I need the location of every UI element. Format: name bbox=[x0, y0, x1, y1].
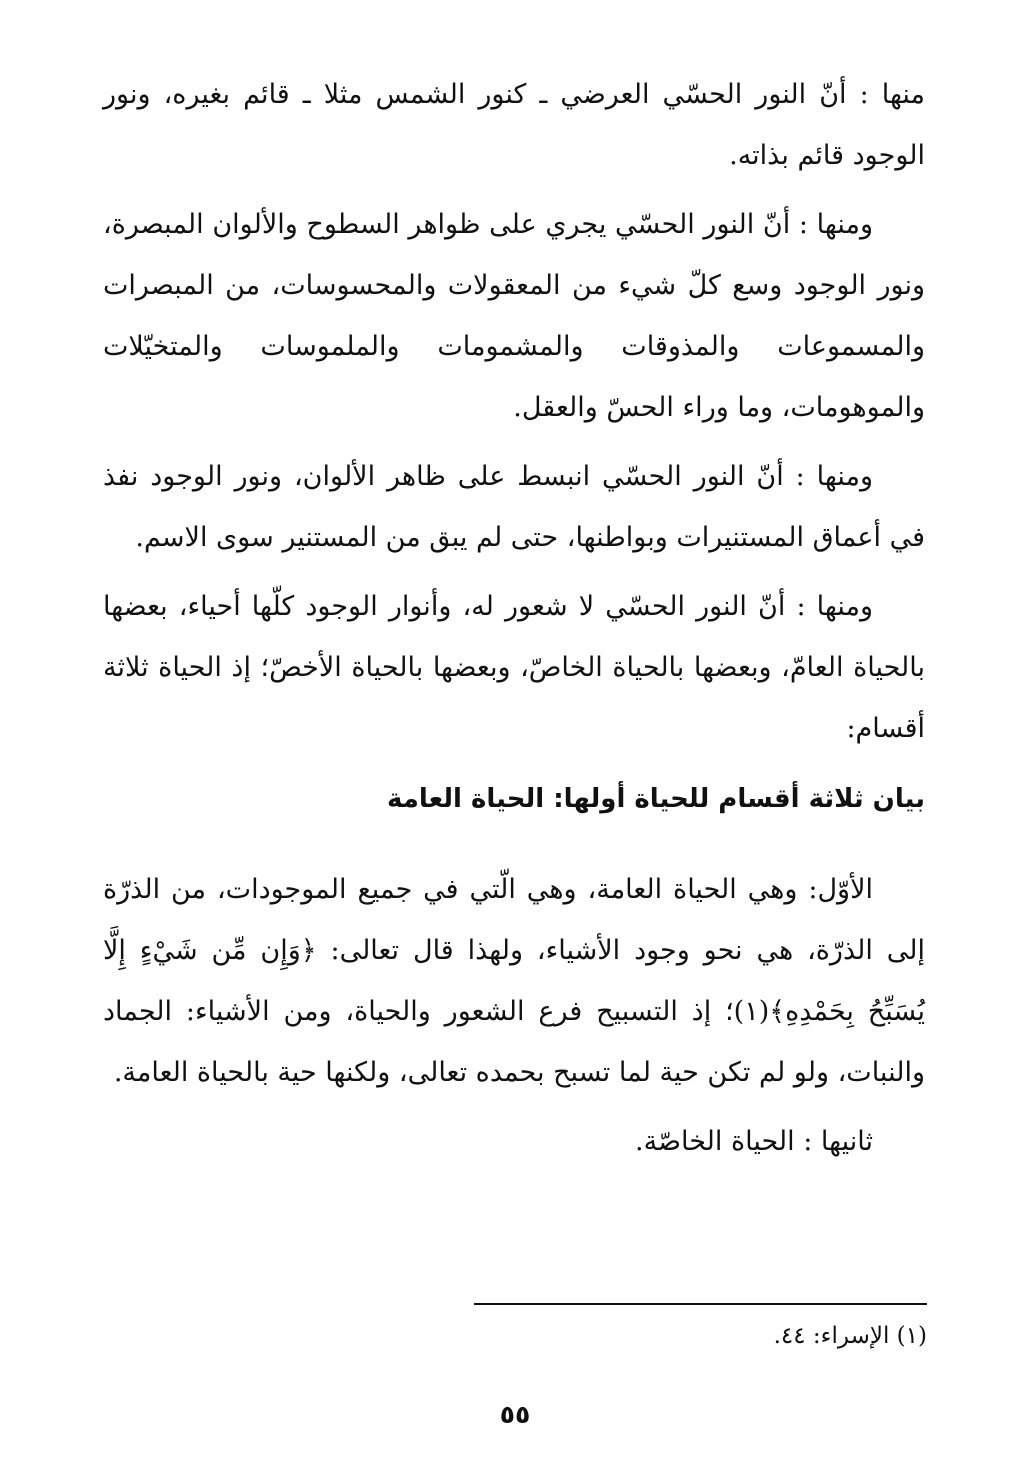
page-body bbox=[103, 64, 925, 1180]
paragraph-3: ومنها : أنّ النور الحسّي انبسط على ظاهر الألوان، ونور الوجود نفذ في أعماق المستنيرات وبواطنها، حتى لم يبق من المستنير سوى الاسم. bbox=[103, 461, 925, 553]
paragraph-4: ومنها : أنّ النور الحسّي لا شعور له، وأنوار الوجود كلّها أحياء، بعضها بالحياة العامّ، وبعضها بالحياة الخاصّ، وبعضها بالحياة الأخصّ؛ إذ الحياة ثلاثة أقسام: bbox=[103, 591, 925, 744]
paragraph-6: ثانيها : الحياة الخاصّة. bbox=[635, 1126, 873, 1157]
paragraph-1: منها : أنّ النور الحسّي العرضي ـ كنور الشمس مثلا ـ قائم بغيره، ونور الوجود قائم بذاته. bbox=[103, 79, 925, 171]
paragraph-2: ومنها : أنّ النور الحسّي يجري على ظواهر السطوح والألوان المبصرة، ونور الوجود وسع كلّ شيء من المعقولات والمحسوسات، من المبصرات والمسموعات والمذوقات والمشمومات والملموسات والمتخيّلات والموهومات، وما وراء الحسّ والعقل. bbox=[103, 209, 925, 423]
footnote: (١) الإسراء: ٤٤. bbox=[773, 1323, 927, 1349]
page-number: ٥٥ bbox=[499, 1400, 531, 1429]
paragraph-5: الأوّل: وهي الحياة العامة، وهي الّتي في جميع الموجودات، من الذرّة إلى الذرّة، هي نحو وجود الأشياء، ولهذا قال تعالى: ﴿وَإِن مِّن شَيْءٍ إِلَّا يُسَبِّحُ بِحَمْدِهِ﴾(١)؛ إذ التسبيح فرع الشعور والحياة، ومن الأشياء: الجماد والنبات، ولو لم تكن حية لما تسبح بحمده تعالى، ولكنها حية بالحياة العامة. bbox=[103, 874, 925, 1088]
section-heading: بيان ثلاثة أقسام للحياة أولها: الحياة العامة bbox=[386, 784, 925, 814]
footnote-divider bbox=[474, 1303, 927, 1305]
